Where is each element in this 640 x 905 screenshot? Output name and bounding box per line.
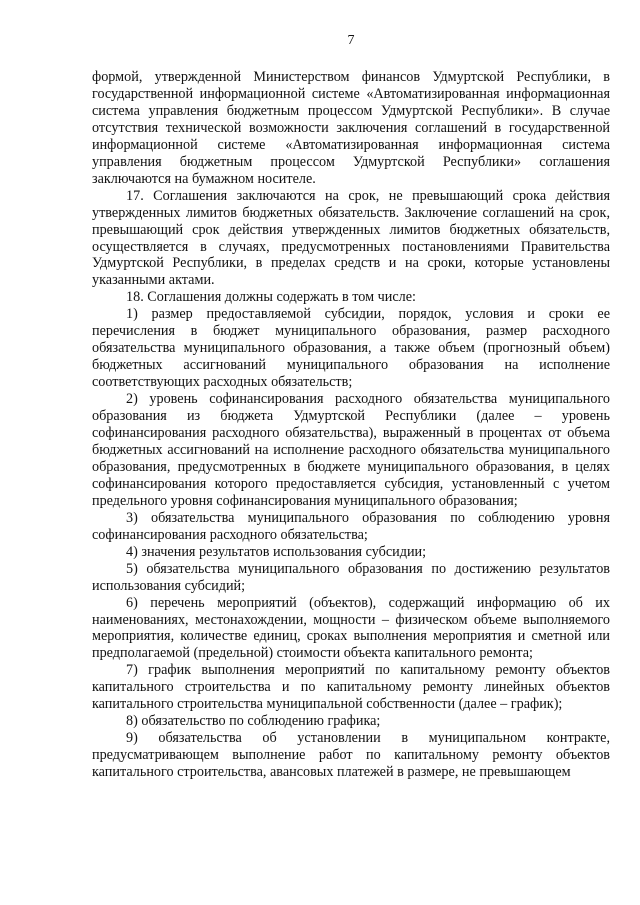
- list-item-5: 5) обязательства муниципального образования по достижению результатов использования субсидий;: [92, 560, 610, 594]
- list-item-2: 2) уровень софинансирования расходного обязательства муниципального образования из бюджета Удмуртской Республики (далее – уровень софинансирования расходного обязательства), выраженный в процентах от объема бюджетных ассигнований на исполнение расходного обязательства муниципального образования, предусмотренных в бюджете муниципального образования, в целях софинансирования которого предоставляется субсидия, установленный с учетом предельного уровня софинансирования муниципального образования;: [92, 391, 610, 509]
- paragraph-item-18: 18. Соглашения должны содержать в том числе:: [126, 289, 416, 306]
- list-item-1: 1) размер предоставляемой субсидии, порядок, условия и сроки ее перечисления в бюджет муниципального образования, размер расходного обязательства муниципального образования, а также объем (прогнозный объем) бюджетных ассигнований муниципального образования на исполнение соответствующих расходных обязательств;: [92, 306, 610, 391]
- list-item-8: 8) обязательство по соблюдению графика;: [126, 713, 381, 730]
- document-page: [92, 30, 610, 781]
- paragraph-item-17: 17. Соглашения заключаются на срок, не превышающий срока действия утвержденных лимитов бюджетных обязательств. Заключение соглашений на срок, превышающий срок действия утвержденных лимитов бюджетных обязательств, осуществляется в случаях, предусмотренных постановлениями Правительства Удмуртской Республики, в пределах средств и на сроки, которые установлены указанными актами.: [92, 187, 610, 289]
- list-item-9: 9) обязательства об установлении в муниципальном контракте, предусматривающем выполнение работ по капитальному ремонту объектов капитального строительства, авансовых платежей в размере, не превышающем: [92, 730, 610, 781]
- page-number: 7: [347, 33, 355, 48]
- list-item-7: 7) график выполнения мероприятий по капитальному ремонту объектов капитального строительства и по капитальному ремонту линейных объектов капитального строительства муниципальной собственности (далее – график);: [92, 662, 610, 713]
- list-item-3: 3) обязательства муниципального образования по соблюдению уровня софинансирования расходного обязательства;: [92, 509, 610, 543]
- list-item-4: 4) значения результатов использования субсидии;: [126, 543, 427, 560]
- list-item-6: 6) перечень мероприятий (объектов), содержащий информацию об их наименованиях, местонахождении, мощности – физическом объеме выполняемого мероприятия, количестве единиц, сроках выполнения мероприятия и сметной или предполагаемой (предельной) стоимости объекта капитального ремонта;: [92, 594, 610, 662]
- paragraph-continuation: формой, утвержденной Министерством финансов Удмуртской Республики, в государственной информационной системе «Автоматизированная информационная система управления бюджетным процессом Удмуртской Республики». В случае отсутствия технической возможности заключения соглашений в государственной информационной системе «Автоматизированная информационная система управления бюджетным процессом Удмуртской Республики» соглашения заключаются на бумажном носителе.: [92, 69, 610, 187]
